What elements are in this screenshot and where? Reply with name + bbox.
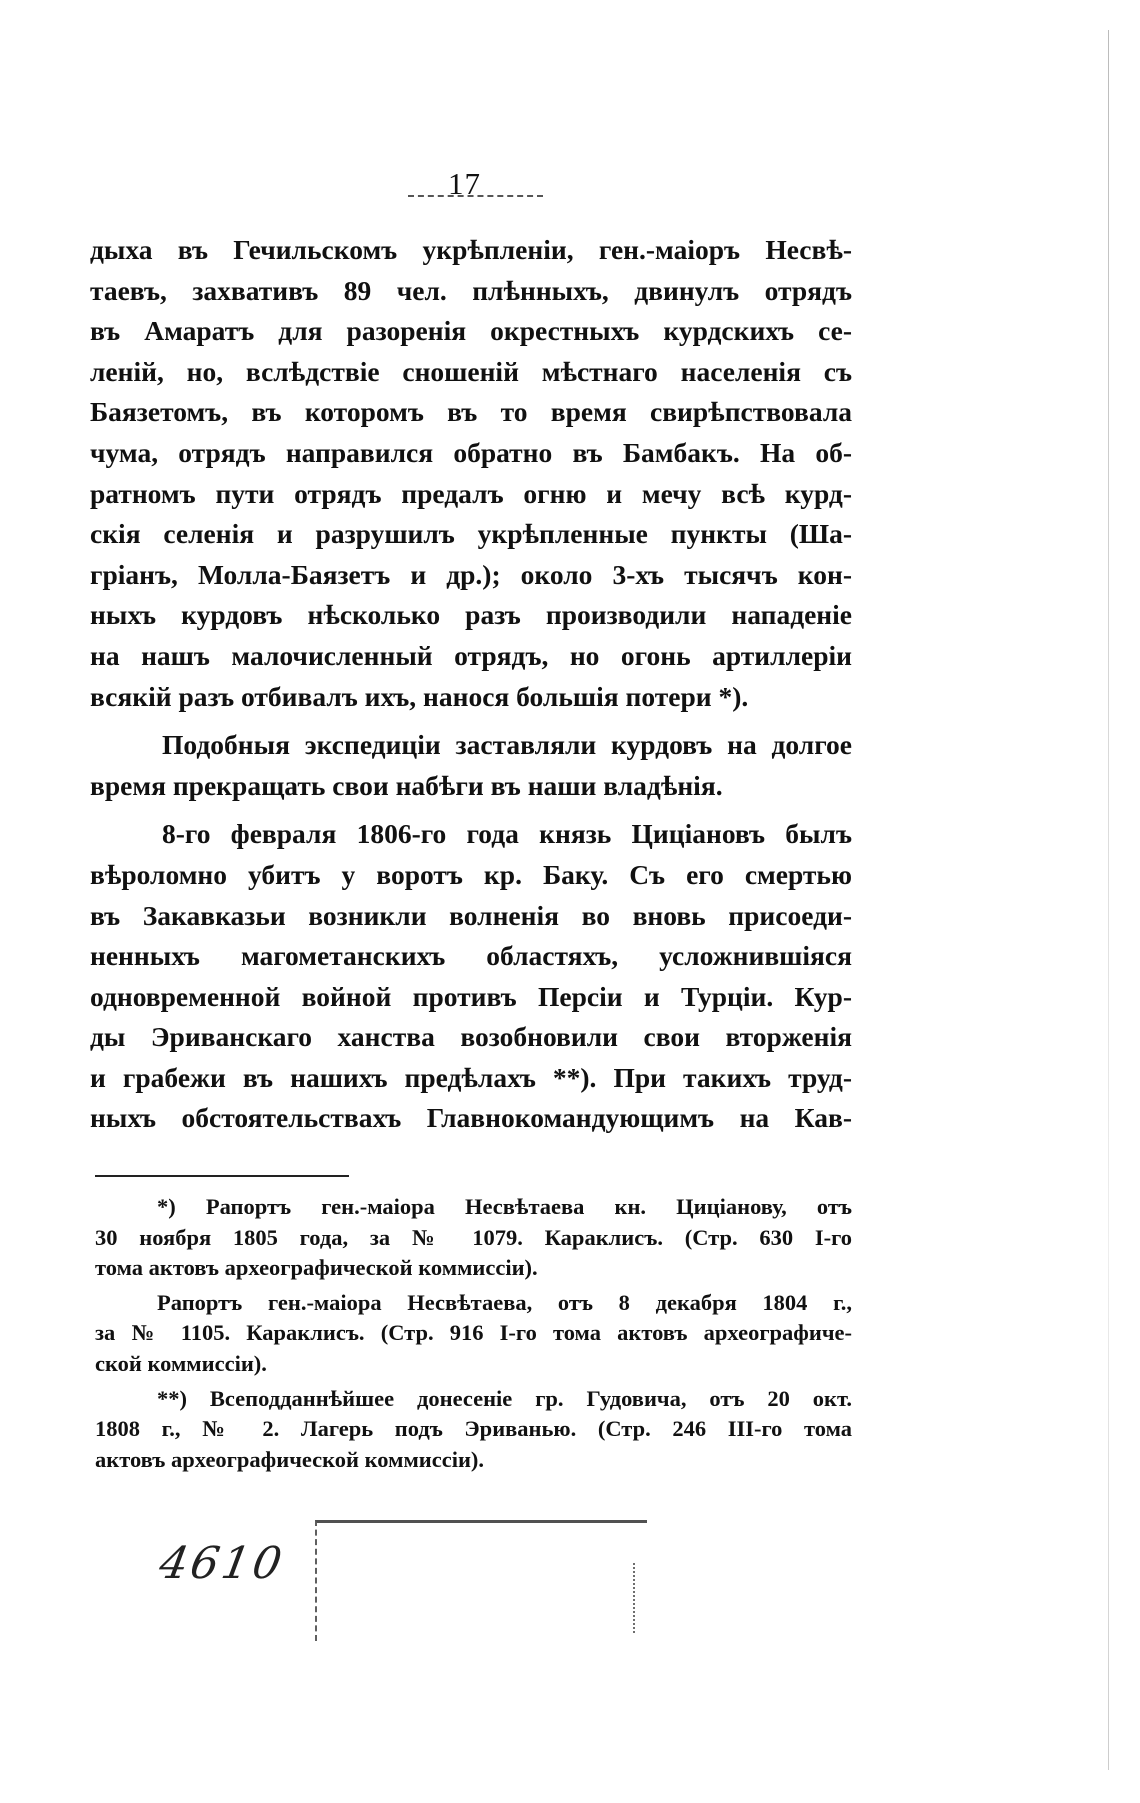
body-line: ненныхъ магометанскихъ областяхъ, усложнившіяся	[90, 940, 852, 972]
footnote-line: ской коммиссіи).	[95, 1350, 267, 1376]
footnote-divider	[95, 1175, 349, 1177]
body-line: дыха въ Гечильскомъ укрѣпленіи, ген.-маіоръ Несвѣ-	[90, 234, 852, 265]
body-line: въ Закавказьи возникли волненія во вновь присоеди-	[90, 899, 852, 931]
footnote-line: *) Рапортъ ген.-маіора Несвѣтаева кн. Цицiанову, отъ	[157, 1194, 852, 1219]
body-line: всякій разъ отбивалъ ихъ, нанося большія потери *).	[90, 680, 749, 712]
footnotes	[95, 1192, 852, 1475]
body-line: Баязетомъ, въ которомъ въ то время свирѣпствовала	[90, 396, 852, 428]
body-line: ратномъ пути отрядъ предалъ огню и мечу всѣ курд-	[90, 477, 852, 509]
handwritten-inventory-number: 4610	[155, 1538, 289, 1589]
paragraph-gap	[90, 806, 852, 814]
body-text	[90, 230, 852, 1139]
body-line: 8-го февраля 1806-го года князь Цицiановъ былъ	[162, 818, 852, 850]
scan-margin-line	[1108, 30, 1109, 1770]
paragraph-gap	[90, 717, 852, 725]
body-line: время прекращать свои набѣги въ наши владѣнія.	[90, 769, 723, 801]
body-line: въ Амаратъ для разоренія окрестныхъ курдскихъ се-	[90, 315, 852, 347]
body-line: ныхъ курдовъ нѣсколько разъ производили нападеніе	[90, 599, 852, 631]
body-line: скія селенія и разрушилъ укрѣпленные пункты (Ша-	[90, 518, 852, 550]
body-line: Подобныя экспедиціи заставляли курдовъ на долгое	[162, 729, 852, 761]
body-line: леній, но, вслѣдствіе сношеній мѣстнаго населенія съ	[90, 355, 852, 387]
body-line: вѣроломно убитъ у воротъ кр. Баку. Съ его смертью	[90, 858, 852, 890]
library-stamp-mark	[315, 1520, 647, 1641]
footnote-line: 30 ноября 1805 года, за № 1079. Караклисъ. (Стр. 630 I-го	[95, 1224, 852, 1250]
body-line: таевъ, захвативъ 89 чел. плѣнныхъ, двинулъ отрядъ	[90, 274, 852, 306]
body-line: ныхъ обстоятельствахъ Главнокомандующимъ на Кав-	[90, 1102, 852, 1134]
footnote-line: **) Всеподданнѣйшее донесеніе гр. Гудовича, отъ 20 окт.	[157, 1385, 852, 1411]
footnote-line: Рапортъ ген.-маіора Несвѣтаева, отъ 8 декабря 1804 г.,	[157, 1289, 852, 1315]
body-line: чума, отрядъ направился обратно въ Бамбакъ. На об-	[90, 436, 852, 468]
footnote-line: 1808 г., № 2. Лагерь подъ Эриванью. (Стр. 246 III-го тома	[95, 1416, 852, 1442]
footnote-line: актовъ археографической коммиссіи).	[95, 1446, 485, 1472]
footnote-line: за № 1105. Караклисъ. (Стр. 916 I-го тома актовъ археографиче-	[95, 1320, 852, 1346]
body-line: гріанъ, Молла-Баязетъ и др.); около 3-хъ тысячъ кон-	[90, 558, 852, 590]
body-line: одновременной войной противъ Персіи и Турціи. Кур-	[90, 980, 852, 1012]
body-line: на нашъ малочисленный отрядъ, но огонь артиллеріи	[90, 639, 852, 671]
body-line: и грабежи въ нашихъ предѣлахъ **). При такихъ труд-	[90, 1061, 852, 1093]
page-number: 17	[448, 166, 481, 201]
page-number-ornament	[408, 195, 543, 197]
body-line: ды Эриванскаго ханства возобновили свои вторженія	[90, 1021, 852, 1053]
footnote-line: тома актовъ археографической коммиссіи).	[95, 1255, 538, 1281]
